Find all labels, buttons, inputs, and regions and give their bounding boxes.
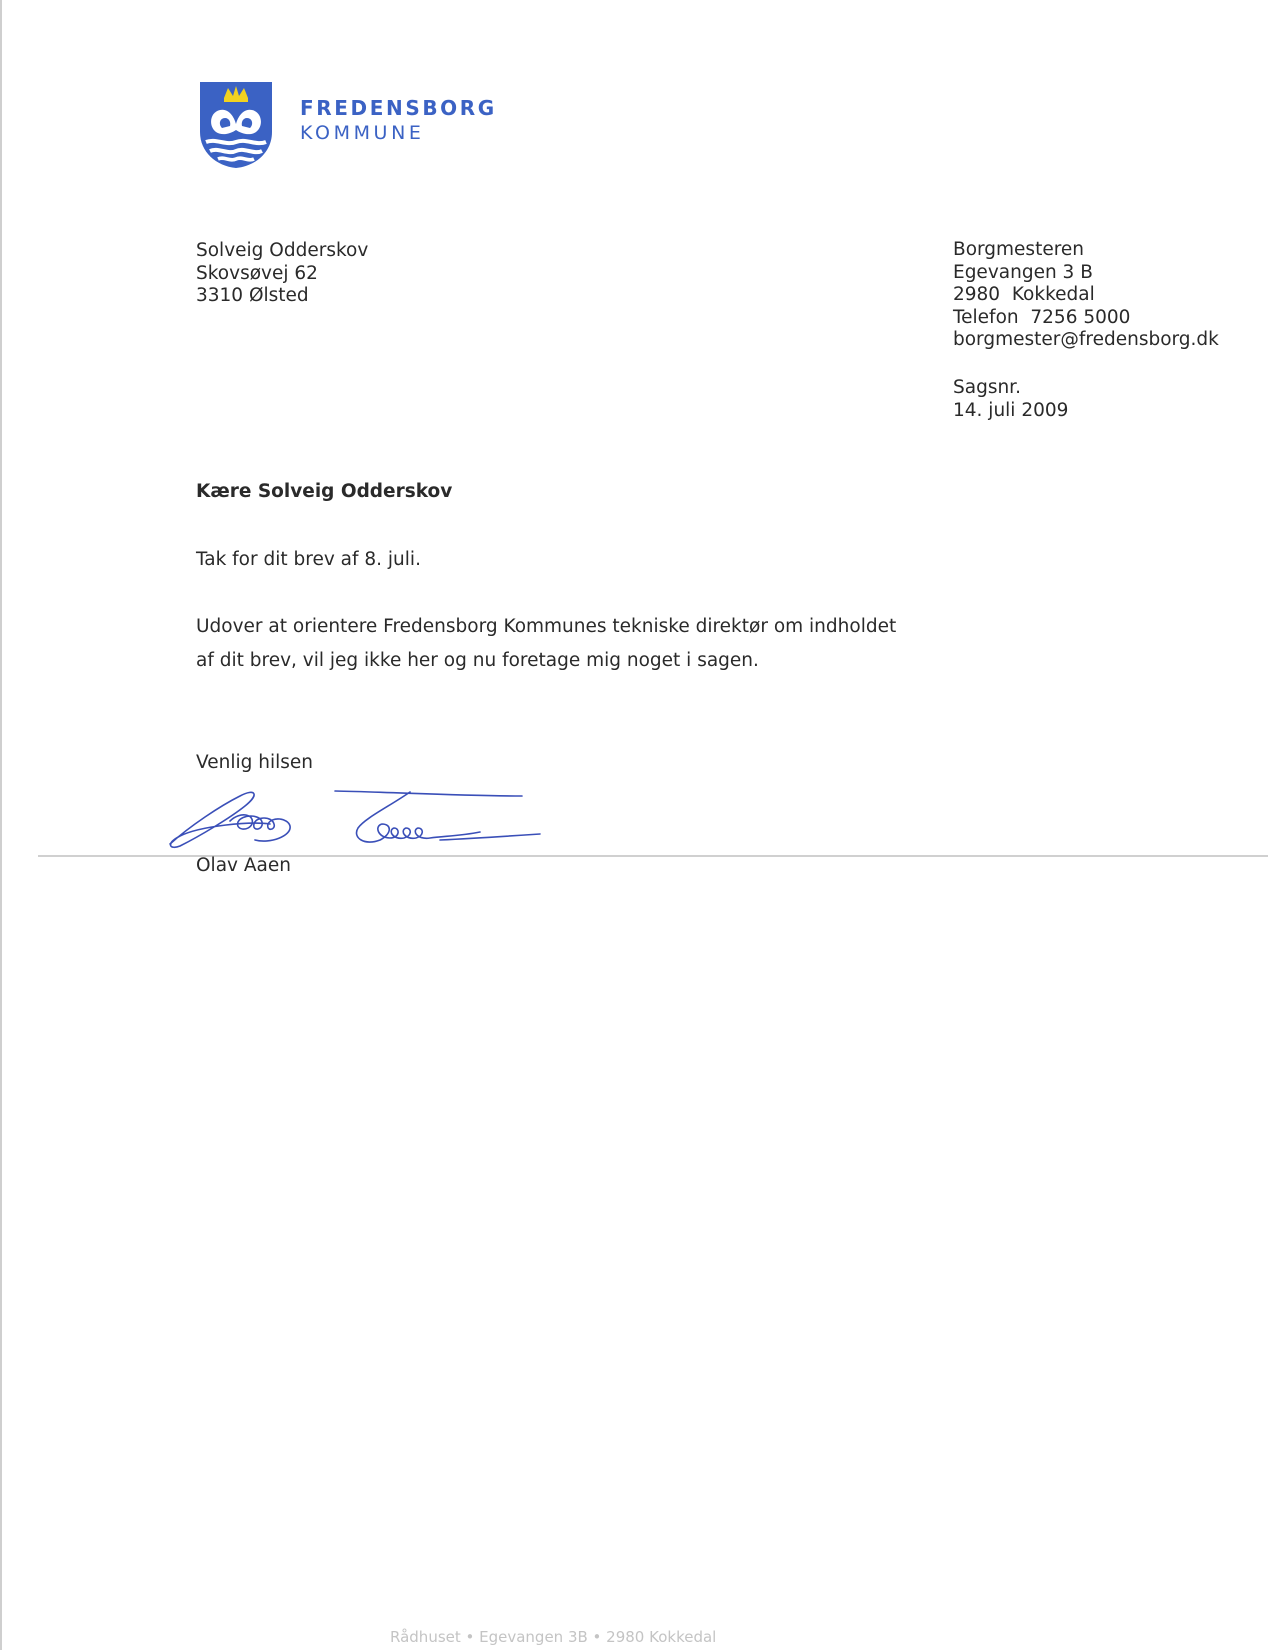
paragraph-2-line-1: Udover at orientere Fredensborg Kommunes tekniske direktør om indholdet bbox=[196, 616, 897, 637]
paragraph-2 bbox=[196, 610, 896, 678]
signer-name: Olav Aaen bbox=[196, 855, 291, 876]
fredensborg-crest-logo bbox=[198, 80, 274, 170]
case-reference bbox=[953, 377, 1068, 422]
paragraph-2-line-2: af dit brev, vil jeg ikke her og nu foretage mig noget i sagen. bbox=[196, 650, 759, 671]
sender-title: Borgmesteren bbox=[953, 239, 1085, 260]
sender-street: Egevangen 3 B bbox=[953, 261, 1093, 283]
recipient-street: Skovsøvej 62 bbox=[196, 262, 318, 284]
municipality-subtitle: KOMMUNE bbox=[300, 122, 425, 144]
municipality-name: FREDENSBORG bbox=[300, 96, 497, 120]
footer-address: Rådhuset • Egevangen 3B • 2980 Kokkedal bbox=[390, 1628, 717, 1646]
salutation: Kære Solveig Odderskov bbox=[196, 481, 453, 502]
letter-date: 14. juli 2009 bbox=[953, 399, 1069, 421]
closing-greeting: Venlig hilsen bbox=[196, 752, 313, 773]
sender-phone: Telefon 7256 5000 bbox=[953, 306, 1131, 328]
scan-edge bbox=[0, 0, 2, 1650]
recipient-name: Solveig Odderskov bbox=[196, 240, 369, 261]
handwritten-signature bbox=[160, 766, 580, 856]
recipient-city: 3310 Ølsted bbox=[196, 285, 309, 306]
sender-address bbox=[953, 239, 1219, 352]
recipient-address bbox=[196, 240, 368, 308]
sender-email: borgmester@fredensborg.dk bbox=[953, 329, 1219, 350]
sender-city: 2980 Kokkedal bbox=[953, 284, 1095, 305]
case-label: Sagsnr. bbox=[953, 377, 1021, 398]
paragraph-1: Tak for dit brev af 8. juli. bbox=[196, 549, 421, 570]
